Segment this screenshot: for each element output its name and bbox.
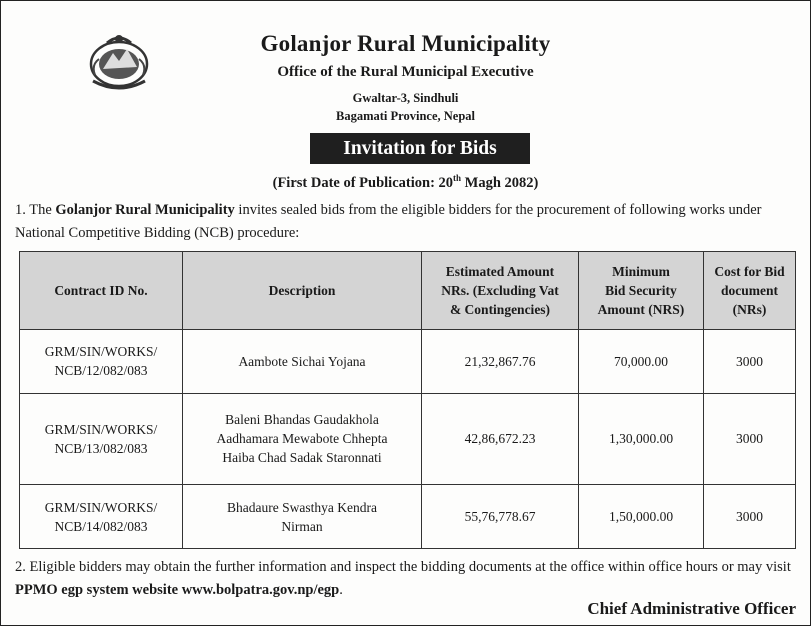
description-line: Bhadaure Swasthya Kendra <box>227 499 377 515</box>
description-cell <box>183 485 422 549</box>
estimated-amount-cell: 55,76,778.67 <box>422 485 579 549</box>
office-subtitle: Office of the Rural Municipal Executive <box>277 64 534 80</box>
publication-date-prefix: (First Date of Publication: 20 <box>272 174 454 191</box>
header-estimated-amount-line: NRs. (Excluding Vat <box>441 283 559 298</box>
contract-id-line: NCB/13/082/083 <box>54 440 148 456</box>
header-description <box>183 252 422 330</box>
description-cell <box>183 393 422 485</box>
paragraph-1 <box>15 199 796 245</box>
paragraph-2 <box>15 556 796 602</box>
paragraph-2-end: . <box>339 582 343 598</box>
estimated-amount-cell: 21,32,867.76 <box>422 330 579 394</box>
bid-security-cell: 1,30,000.00 <box>579 393 704 485</box>
contract-id-cell <box>20 330 183 394</box>
header-contract-id-line: Contract ID No. <box>54 283 148 298</box>
paragraph-2-number: 2. <box>15 559 26 575</box>
municipality-title: Golanjor Rural Municipality <box>260 31 551 56</box>
invitation-banner: Invitation for Bids <box>310 133 530 164</box>
paragraph-1-number: 1. <box>15 202 26 218</box>
header-bid-security-line: Minimum <box>612 264 670 279</box>
publication-date-rest: Magh 2082) <box>461 174 539 191</box>
description-line: Nirman <box>281 518 323 534</box>
document-cost-cell: 3000 <box>704 330 796 394</box>
header-document-cost-line: Cost for Bid <box>714 264 785 279</box>
bids-table <box>19 251 796 549</box>
address-line-1: Gwaltar-3, Sindhuli <box>352 91 459 105</box>
header-document-cost-line: document <box>721 283 778 298</box>
header-estimated-amount-line: & Contingencies) <box>449 302 551 317</box>
signoff-title: Chief Administrative Officer <box>587 599 796 618</box>
description-line: Baleni Bhandas Gaudakhola <box>225 412 379 428</box>
header-document-cost <box>704 252 796 330</box>
document-cost-cell: 3000 <box>704 485 796 549</box>
contract-id-cell <box>20 485 183 549</box>
description-cell <box>183 330 422 394</box>
paragraph-2-text: Eligible bidders may obtain the further information and inspect the bidding documents at the office within office hours or may visit <box>25 559 791 575</box>
publication-date <box>1 173 810 192</box>
header-contract-id <box>20 252 183 330</box>
header-estimated-amount-line: Estimated Amount <box>445 264 555 279</box>
description-line: Haiba Chad Sadak Staronnati <box>222 450 382 466</box>
description-line: Aadhamara Mewabote Chhepta <box>216 431 388 447</box>
document-cost-cell: 3000 <box>704 393 796 485</box>
header-bid-security <box>579 252 704 330</box>
paragraph-1-org: Golanjor Rural Municipality <box>55 202 235 218</box>
header-bid-security-line: Bid Security <box>605 283 677 298</box>
contract-id-line: GRM/SIN/WORKS/ <box>44 421 158 437</box>
contract-id-line: NCB/14/082/083 <box>54 518 148 534</box>
header-bid-security-line: Amount (NRS) <box>597 302 685 317</box>
contract-id-line: NCB/12/082/083 <box>54 363 148 379</box>
table-header-row <box>20 252 796 330</box>
bid-security-cell: 1,50,000.00 <box>579 485 704 549</box>
contract-id-line: GRM/SIN/WORKS/ <box>44 344 158 360</box>
contract-id-line: GRM/SIN/WORKS/ <box>44 499 158 515</box>
header-description-line: Description <box>268 283 336 298</box>
table-row <box>20 393 796 485</box>
paragraph-2-website: PPMO egp system website www.bolpatra.gov.np/egp <box>15 582 340 598</box>
paragraph-1-lead: The <box>25 202 56 218</box>
paragraph-1-text: invites sealed bids from the eligible bidders for the procurement of following works under National Competitive Bidding (NCB) procedure: <box>15 202 762 241</box>
table-body <box>20 330 796 549</box>
description-line: Aambote Sichai Yojana <box>238 353 366 369</box>
estimated-amount-cell: 42,86,672.23 <box>422 393 579 485</box>
contract-id-cell <box>20 393 183 485</box>
header-document-cost-line: (NRs) <box>732 302 767 317</box>
table-row <box>20 330 796 394</box>
bid-security-cell: 70,000.00 <box>579 330 704 394</box>
address-line-2: Bagamati Province, Nepal <box>336 109 475 123</box>
header-estimated-amount <box>422 252 579 330</box>
publication-date-suffix: th <box>453 173 462 183</box>
table-row <box>20 485 796 549</box>
